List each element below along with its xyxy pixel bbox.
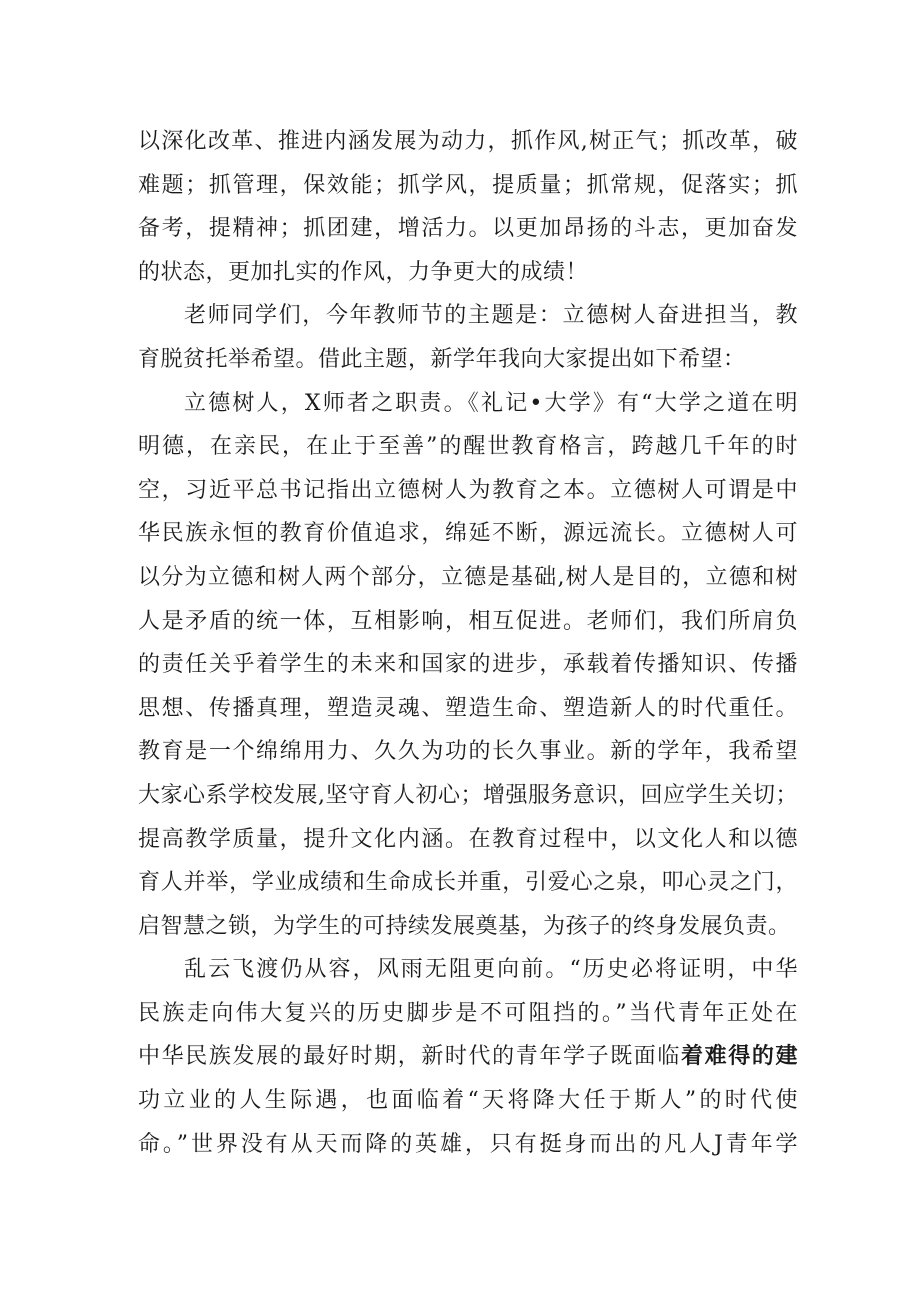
text-line xyxy=(138,556,798,600)
text-line-content: 人是矛盾的统一体，互相影响，相互促进。老师们，我们所肩负 xyxy=(138,608,798,634)
text-line xyxy=(138,338,798,382)
text-line xyxy=(138,774,798,818)
text-line-content: 大家心系学校发展,坚守育人初心；增强服务意识，回应学生关切； xyxy=(138,782,798,808)
text-line xyxy=(138,1123,798,1167)
text-line-content: 以分为立德和树人两个部分，立德是基础,树人是目的，立德和树 xyxy=(138,564,798,590)
text-line xyxy=(138,164,798,208)
text-line-content: 启智慧之锁，为学生的可持续发展奠基，为孩子的终身发展负责。 xyxy=(138,913,791,939)
text-line xyxy=(138,600,798,644)
text-line xyxy=(138,469,798,513)
text-line xyxy=(138,861,798,905)
text-line xyxy=(138,382,798,426)
text-line xyxy=(138,294,798,338)
text-line-content: 育人并举，学业成绩和生命成长并重，引爱心之泉，叩心灵之门， xyxy=(138,870,798,896)
text-line xyxy=(138,948,798,992)
text-line-content: 老师同学们，今年教师节的主题是：立德树人奋进担当，教 xyxy=(184,303,798,329)
text-line-content: 思想、传播真理，塑造灵魂、塑造生命、塑造新人的时代重任。 xyxy=(138,695,798,721)
text-line-content: 育脱贫托举希望。借此主题，新学年我向大家提出如下希望： xyxy=(138,346,746,372)
text-line-content: 提高教学质量，提升文化内涵。在教育过程中，以文化人和以德 xyxy=(138,826,798,852)
document-body xyxy=(138,120,798,1166)
text-line-bold: 着难得的建 xyxy=(681,1043,798,1070)
text-line-content: 的责任关乎着学生的未来和国家的进步，承载着传播知识、传播 xyxy=(138,652,798,678)
text-line-content: 功立业的人生际遇，也面临着“天将降大任于斯人”的时代使 xyxy=(138,1088,798,1114)
text-line-content: 明德，在亲民，在止于至善”的醒世教育格言，跨越几千年的时 xyxy=(138,434,798,460)
text-line xyxy=(138,992,798,1036)
text-line-content: 难题；抓管理，保效能；抓学风，提质量；抓常规，促落实；抓 xyxy=(138,172,798,198)
text-line xyxy=(138,730,798,774)
text-line-content: 教育是一个绵绵用力、久久为功的长久事业。新的学年，我希望 xyxy=(138,739,798,765)
text-line xyxy=(138,1079,798,1123)
text-line-content: 备考，提精神；抓团建，增活力。以更加昂扬的斗志，更加奋发 xyxy=(138,216,798,242)
text-line xyxy=(138,120,798,164)
text-line xyxy=(138,643,798,687)
text-line-content: 的状态，更加扎实的作风，力争更大的成绩！ xyxy=(138,259,589,285)
text-line-content: 民族走向伟大复兴的历史脚步是不可阻挡的。”当代青年正处在 xyxy=(138,1000,798,1026)
text-line-content: 空，习近平总书记指出立德树人为教育之本。立德树人可谓是中 xyxy=(138,477,798,503)
text-line xyxy=(138,687,798,731)
text-line xyxy=(138,425,798,469)
text-line xyxy=(138,905,798,949)
text-line-content: 立德树人，X师者之职责。《礼记•大学》有“大学之道在明 xyxy=(184,390,798,416)
text-line-content: 华民族永恒的教育价值追求，绵延不断，源远流长。立德树人可 xyxy=(138,521,798,547)
text-line xyxy=(138,818,798,862)
text-line-content: 命。”世界没有从天而降的英雄，只有挺身而出的凡人J青年学 xyxy=(138,1131,798,1157)
text-line xyxy=(138,251,798,295)
text-line xyxy=(138,1035,798,1079)
text-line xyxy=(138,512,798,556)
text-line-content: 中华民族发展的最好时期，新时代的青年学子既面临 xyxy=(138,1044,682,1070)
text-line xyxy=(138,207,798,251)
text-line-content: 以深化改革、推进内涵发展为动力，抓作风,树正气；抓改革，破 xyxy=(138,129,798,154)
text-line-content: 乱云飞渡仍从容，风雨无阻更向前。“历史必将证明，中华 xyxy=(184,957,798,983)
